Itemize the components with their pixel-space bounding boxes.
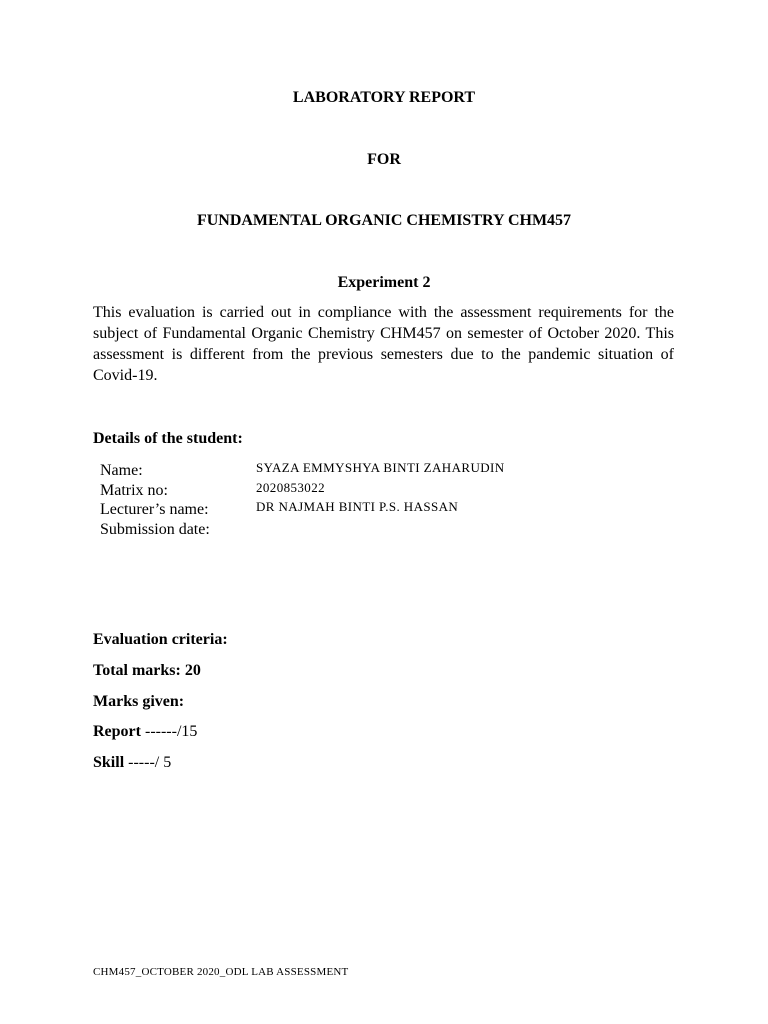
lecturer-label: Lecturer’s name: [100, 501, 209, 518]
report-for: FOR [367, 151, 401, 168]
skill-score: -----/ 5 [124, 754, 172, 771]
detail-row-lecturer [100, 498, 660, 518]
report-label: Report [93, 723, 141, 740]
student-details-table [100, 459, 660, 537]
skill-label: Skill [93, 754, 125, 771]
submission-label: Submission date: [100, 520, 210, 538]
detail-row-matrix [100, 479, 660, 499]
student-details-heading: Details of the student: [93, 430, 243, 447]
marks-given: Marks given: [93, 693, 185, 710]
course-title: FUNDAMENTAL ORGANIC CHEMISTRY CHM457 [196, 212, 572, 229]
skill-marks [93, 753, 171, 773]
name-value: SYAZA EMMYSHYA BINTI ZAHARUDIN [256, 460, 505, 475]
lecturer-value: DR NAJMAH BINTI P.S. HASSAN [256, 499, 459, 514]
matrix-value: 2020853022 [256, 479, 325, 495]
evaluation-heading: Evaluation criteria: [93, 631, 228, 648]
report-marks [93, 722, 197, 742]
matrix-label: Matrix no: [100, 481, 168, 499]
intro-paragraph: This evaluation is carried out in compliance with the assessment requirements for the subject of Fundamental Organic Chemistry CHM457 on semester of October 2020. This assessment is different from the previous semesters due to the pandemic situation of Covid-19. [93, 304, 674, 384]
experiment-title: Experiment 2 [337, 274, 431, 291]
name-label: Name: [100, 462, 143, 479]
detail-row-name [100, 459, 660, 479]
report-score: ------/15 [140, 723, 198, 740]
report-title: LABORATORY REPORT [292, 89, 476, 106]
total-marks: Total marks: 20 [93, 662, 201, 679]
page-footer: CHM457_OCTOBER 2020_ODL LAB ASSESSMENT [93, 966, 349, 978]
detail-row-submission [100, 518, 660, 538]
